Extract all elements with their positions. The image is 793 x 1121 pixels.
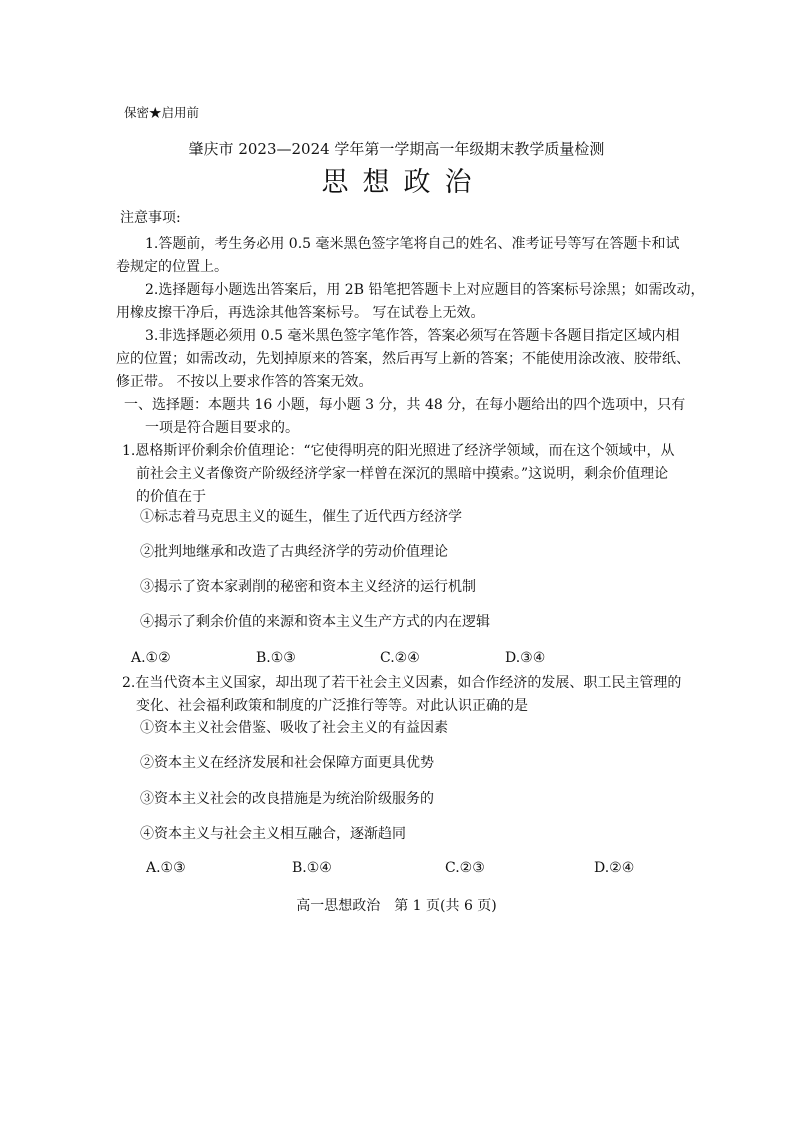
exam-title: 肇庆市 2023—2024 学年第一学期高一年级期末教学质量检测 [188,140,605,158]
question-1-stem-line-3: 的价值在于 [136,489,206,505]
question-2-statement-4: ④资本主义与社会主义相互融合，逐渐趋同 [140,826,406,842]
note-1-line-2: 卷规定的位置上。 [116,259,228,275]
question-1-option-d: D.③④ [505,650,546,666]
page-footer: 高一思想政治 第 1 页(共 6 页) [296,898,497,914]
question-2-option-b: B.①④ [292,860,332,876]
question-2-option-a: A.①③ [146,860,186,876]
question-1-statement-1: ①标志着马克思主义的诞生，催生了近代西方经济学 [140,509,462,525]
section-1-heading: 一、选择题：本题共 16 小题，每小题 3 分，共 48 分，在每小题给出的四个选项中，只有 [124,397,686,413]
confidential-mark: 保密★启用前 [124,105,200,120]
question-2-option-c: C.②③ [445,860,485,876]
section-1-heading-cont: 一项是符合题目要求的。 [145,420,299,436]
notes-heading: 注意事项: [120,210,181,226]
question-2-stem-line-2: 变化、社会福利政策和制度的广泛推行等等。对此认识正确的是 [136,698,528,714]
note-2-line-2: 用橡皮擦干净后，再选涂其他答案标号。 写在试卷上无效。 [116,305,485,321]
question-2-option-d: D.②④ [594,860,635,876]
question-1-statement-4: ④揭示了剩余价值的来源和资本主义生产方式的内在逻辑 [140,614,490,630]
question-1-statement-3: ③揭示了资本家剥削的秘密和资本主义经济的运行机制 [140,579,476,595]
subject-title: 思想政治 [321,167,486,198]
note-3-line-3: 修正带。 不按以上要求作答的答案无效。 [116,374,373,390]
note-1-line-1: 1.答题前，考生务必用 0.5 毫米黑色签字笔将自己的姓名、准考证号等写在答题卡和试 [145,236,680,252]
question-1-stem-line-2: 前社会主义者像资产阶级经济学家一样曾在深沉的黑暗中摸索。”这说明，剩余价值理论 [136,466,669,482]
question-2-statement-3: ③资本主义社会的改良措施是为统治阶级服务的 [140,791,434,807]
note-3-line-2: 应的位置；如需改动，先划掉原来的答案，然后再写上新的答案；不能使用涂改液、胶带纸、 [116,351,690,367]
note-3-line-1: 3.非选择题必须用 0.5 毫米黑色签字笔作答，答案必须写在答题卡各题目指定区域内相 [145,328,680,344]
note-2-line-1: 2.选择题每小题选出答案后，用 2B 铅笔把答题卡上对应题目的答案标号涂黑；如需改动， [145,282,705,298]
question-2-statement-2: ②资本主义在经济发展和社会保障方面更具优势 [140,755,434,771]
question-1-option-c: C.②④ [380,650,420,666]
question-2-statement-1: ①资本主义社会借鉴、吸收了社会主义的有益因素 [140,720,448,736]
question-1-option-b: B.①③ [256,650,296,666]
question-2-stem-line-1: 2.在当代资本主义国家，却出现了若干社会主义因素，如合作经济的发展、职工民主管理的 [122,675,682,691]
question-1-stem-line-1: 1.恩格斯评价剩余价值理论：“它使得明亮的阳光照进了经济学领域，而在这个领域中，从 [122,443,675,459]
question-1-option-a: A.①② [131,650,171,666]
question-1-statement-2: ②批判地继承和改造了古典经济学的劳动价值理论 [140,544,448,560]
